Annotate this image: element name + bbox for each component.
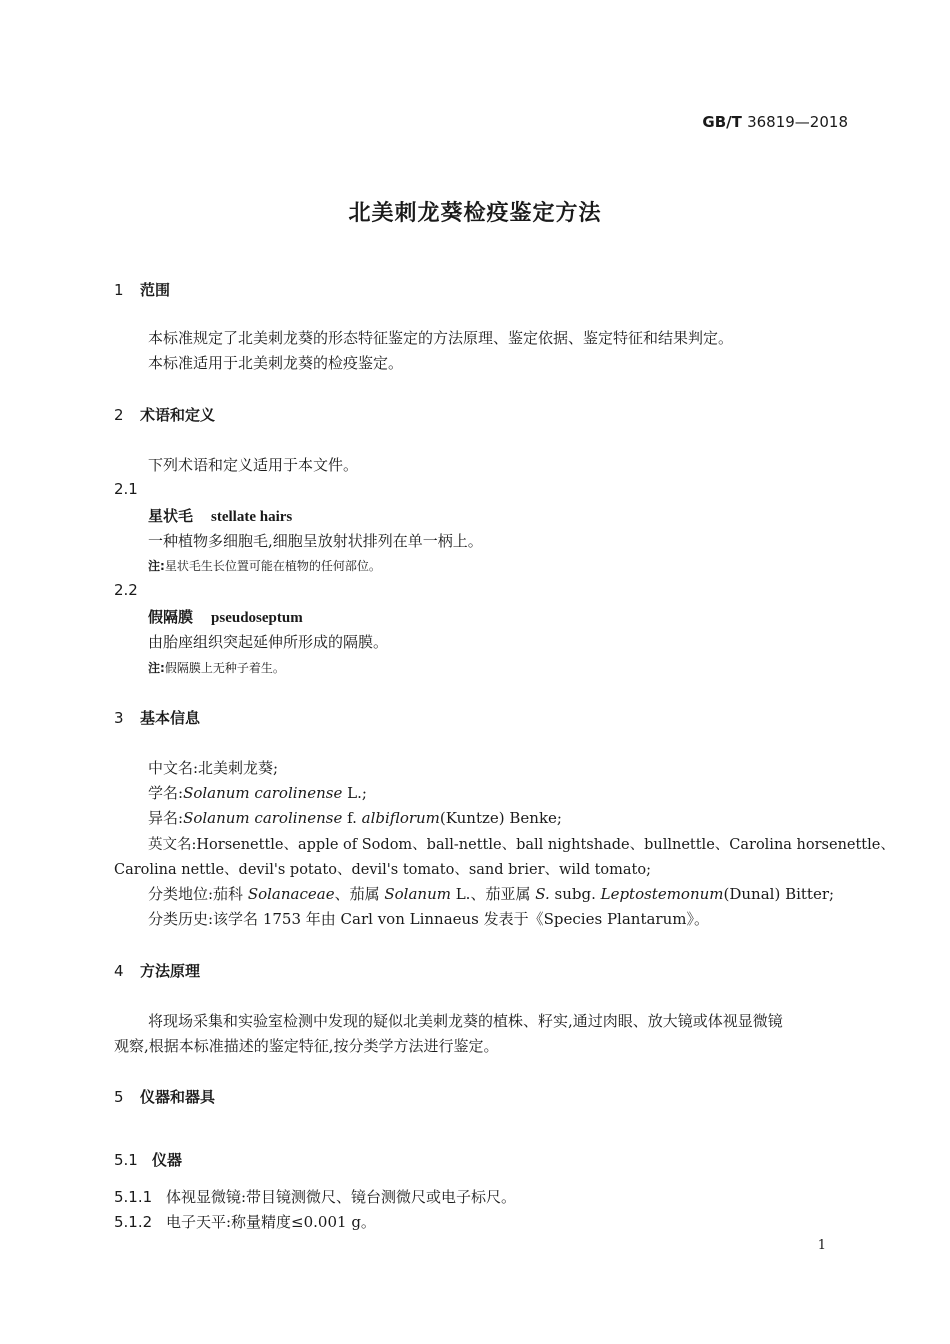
section-4-heading [114,960,200,981]
clause-text: 体视显微镜:带目镜测微尺、镜台测微尺或电子标尺。 [166,1188,517,1206]
clause-number: 2.1 [114,480,138,498]
term-2-1-note [148,557,381,574]
scientific-name [148,782,367,803]
scope-paragraph-1: 本标准规定了北美刺龙葵的形态特征鉴定的方法原理、鉴定依据、鉴定特征和结果判定。 [148,329,734,347]
note-text: 假隔膜上无种子着生。 [164,661,285,675]
term-zh: 假隔膜 [148,608,194,626]
section-title: 仪器和器具 [140,1088,216,1106]
author: L.; [342,784,367,802]
method-principle-line-1: 将现场采集和实验室检测中发现的疑似北美刺龙葵的植株、籽实,通过肉眼、放大镜或体视显微镜 [148,1012,783,1030]
term-zh: 星状毛 [148,507,194,525]
subgenus-marker: subg. [549,885,601,903]
chinese-name: 中文名:北美刺龙葵; [148,759,279,777]
genus: Solanum [384,885,451,903]
term-2-1-number [114,480,138,498]
standard-code [702,113,848,131]
section-title: 基本信息 [140,709,201,727]
section-5-heading [114,1086,215,1107]
section-2-heading [114,404,215,425]
label: L.、茄亚属 [450,885,536,903]
page-number: 1 [817,1238,826,1253]
english-names-line-2: Carolina nettle、devil's potato、devil's tomato、sand brier、wild tomato; [114,862,651,878]
section-number: 3 [114,709,124,727]
section-1-heading [114,279,170,300]
clause-5-1-2 [114,1211,376,1232]
term-2-2-title [148,606,303,627]
term-2-1-title [148,505,292,526]
term-en: stellate hairs [211,509,293,525]
term-2-2-number [114,581,138,599]
label: 异名: [148,809,184,827]
term-en: pseudoseptum [211,610,303,626]
clause-number: 5.1.1 [114,1188,153,1206]
label: 、茄属 [334,885,385,903]
standard-code-number: 36819—2018 [747,113,848,131]
term-2-1-definition: 一种植物多细胞毛,细胞呈放射状排列在单一柄上。 [148,532,483,550]
document-title: 北美刺龙葵检疫鉴定方法 [348,201,602,226]
label: 分类地位:茄科 [148,885,248,903]
section-title: 方法原理 [140,962,201,980]
terms-intro: 下列术语和定义适用于本文件。 [148,456,359,474]
form-marker: f. [342,809,362,827]
english-names-line-1: 英文名:Horsenettle、apple of Sodom、ball-nettle、ball nightshade、bullnettle、Carolina horsenettle、 [148,837,895,853]
section-title: 范围 [140,281,171,299]
section-number: 4 [114,962,124,980]
section-number: 1 [114,281,124,299]
section-3-heading [114,707,200,728]
subsection-5-1-heading [114,1149,182,1170]
subsection-title: 仪器 [152,1151,183,1169]
latin-name: Solanum carolinense [183,809,343,827]
label: 学名: [148,784,184,802]
clause-number: 5.1.2 [114,1213,153,1231]
clause-5-1-1 [114,1186,516,1207]
term-2-2-note [148,659,285,676]
author: (Dunal) Bitter; [723,885,835,903]
standard-code-prefix: GB/T [702,113,742,131]
family: Solanaceae [247,885,335,903]
term-2-2-definition: 由胎座组织突起延伸所形成的隔膜。 [148,633,389,651]
scope-paragraph-2: 本标准适用于北美刺龙葵的检疫鉴定。 [148,354,404,372]
clause-text: 电子天平:称量精度≤0.001 g。 [166,1213,376,1231]
taxonomic-history: 分类历史:该学名 1753 年由 Carl von Linnaeus 发表于《Species Plantarum》。 [148,910,709,928]
method-principle-line-2: 观察,根据本标准描述的鉴定特征,按分类学方法进行鉴定。 [114,1037,499,1055]
subgenus: Leptostemonum [600,885,724,903]
latin-form: albiflorum [361,809,440,827]
synonym [148,807,562,828]
latin-name: Solanum carolinense [183,784,343,802]
subsection-number: 5.1 [114,1151,138,1169]
note-label: 注: [148,559,165,573]
genus-abbrev: S. [535,885,550,903]
author: (Kuntze) Benke; [439,809,562,827]
note-text: 星状毛生长位置可能在植物的任何部位。 [164,559,381,573]
section-number: 2 [114,406,124,424]
section-title: 术语和定义 [140,406,216,424]
note-label: 注: [148,661,165,675]
section-number: 5 [114,1088,124,1106]
taxonomic-position [148,883,834,904]
clause-number: 2.2 [114,581,138,599]
